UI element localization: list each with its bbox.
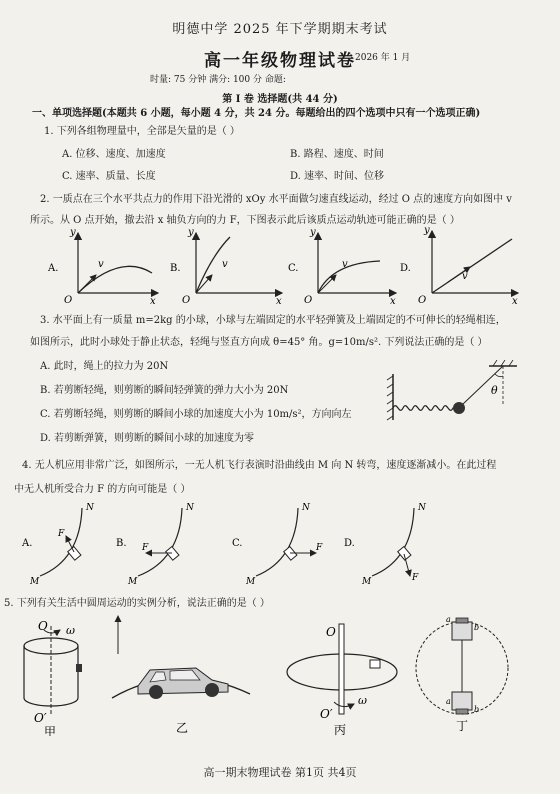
q2-figures <box>0 225 560 305</box>
svg-text:N: N <box>302 503 310 513</box>
svg-text:B.: B. <box>116 538 127 549</box>
q3-option-d: D. 若剪断弹簧，则剪断的瞬间小球的加速度为零 <box>40 433 255 444</box>
svg-text:丙: 丙 <box>334 723 347 736</box>
svg-text:F: F <box>412 573 419 583</box>
q1-option-b: B. 路程、速度、时间 <box>290 149 384 160</box>
svg-text:a: a <box>446 697 451 706</box>
svg-text:x: x <box>276 296 282 305</box>
q4-figure-d <box>344 503 427 586</box>
svg-text:v: v <box>222 259 228 270</box>
svg-text:O: O <box>38 619 48 633</box>
q1-option-c: C. 速率、质量、长度 <box>62 171 156 182</box>
q4-figure-b <box>116 503 195 586</box>
q3-figure <box>385 360 525 430</box>
exam-date: 2026 年 1 月 <box>355 53 411 63</box>
svg-text:y: y <box>188 227 194 238</box>
exam-title: 高一年级物理试卷 <box>204 51 356 71</box>
svg-text:b: b <box>474 705 480 714</box>
svg-text:v: v <box>462 271 468 282</box>
svg-text:O: O <box>304 295 313 305</box>
q4-figure-a <box>21 503 95 586</box>
svg-text:ω: ω <box>66 624 75 637</box>
svg-text:x: x <box>512 296 518 305</box>
q2-line2: 所示。从 O 点开始，撤去沿 x 轴负方向的力 F，下图表示此后该质点运动轨迹可能正确的是（ ） <box>30 215 460 226</box>
svg-text:v: v <box>342 259 348 270</box>
svg-text:丁: 丁 <box>456 719 469 733</box>
svg-text:O: O <box>64 295 73 305</box>
section-heading: 第 I 卷 选择题(共 44 分) <box>222 94 338 105</box>
school-name: 明德中学 2025 年下学期期末考试 <box>172 22 388 37</box>
q4-line2: 中无人机所受合力 F 的方向可能是（ ） <box>14 484 191 495</box>
svg-text:M: M <box>128 577 138 586</box>
q4-line1: 4. 无人机应用非常广泛，如图所示，一无人机飞行表演时沿曲线由 M 向 N 转弯，速度逐渐减小。在此过程 <box>22 460 497 471</box>
svg-text:M: M <box>30 577 40 586</box>
q5-figure-yi <box>112 616 250 735</box>
svg-text:甲: 甲 <box>44 725 57 736</box>
q2-figure-a <box>47 227 158 305</box>
q5-figure-jia <box>24 619 82 736</box>
svg-text:b: b <box>474 623 480 632</box>
svg-text:B.: B. <box>170 263 181 274</box>
svg-text:y: y <box>310 227 316 238</box>
svg-text:ω: ω <box>358 694 367 707</box>
q1-stem: 1. 下列各组物理量中，全部是矢量的是（ ） <box>44 126 240 137</box>
q3-option-a: A. 此时，绳上的拉力为 20N <box>40 361 169 372</box>
svg-text:乙: 乙 <box>176 721 189 735</box>
svg-text:D.: D. <box>344 538 355 549</box>
q3-option-c: C. 若剪断轻绳，则剪断的瞬间小球的加速度大小为 10m/s²，方向向左 <box>40 409 352 420</box>
q5-stem: 5. 下列有关生活中圆周运动的实例分析，说法正确的是（ ） <box>4 598 270 609</box>
q2-line1: 2. 一质点在三个水平共点力的作用下沿光滑的 xOy 水平面做匀速直线运动，经过 O 点的速度方向如图中 v <box>40 194 512 205</box>
svg-text:O′: O′ <box>34 711 47 725</box>
q4-figures <box>0 498 560 586</box>
svg-text:O: O <box>418 295 427 305</box>
svg-text:v: v <box>98 259 104 270</box>
svg-text:O: O <box>182 295 191 305</box>
svg-text:D.: D. <box>400 263 411 274</box>
q5-figure-bing <box>287 624 397 736</box>
svg-text:x: x <box>390 296 396 305</box>
svg-text:O′: O′ <box>320 707 333 721</box>
q1-option-a: A. 位移、速度、加速度 <box>62 149 166 160</box>
exam-meta: 时量: 75 分钟 满分: 100 分 命题: <box>150 75 286 85</box>
q5-figure-ding <box>416 615 508 733</box>
q3-line2: 如图所示，此时小球处于静止状态，轻绳与竖直方向成 θ=45° 角。g=10m/s². 下列说法正确的是（ ） <box>30 337 488 348</box>
svg-text:O: O <box>326 625 336 639</box>
svg-text:x: x <box>150 296 156 305</box>
q4-figure-c <box>232 503 323 586</box>
q3-option-b: B. 若剪断轻绳，则剪断的瞬间轻弹簧的弹力大小为 20N <box>40 385 289 396</box>
q5-figures <box>0 608 560 736</box>
svg-text:C.: C. <box>288 263 299 274</box>
svg-text:F: F <box>58 529 65 539</box>
svg-text:y: y <box>424 225 430 236</box>
svg-text:C.: C. <box>232 538 243 549</box>
q1-option-d: D. 速率、时间、位移 <box>290 171 385 182</box>
svg-text:A.: A. <box>48 263 59 274</box>
svg-text:a: a <box>446 615 451 624</box>
svg-text:F: F <box>316 543 323 553</box>
svg-text:M: M <box>362 577 372 586</box>
instruction-text: 一、单项选择题(本题共 6 小题，每小题 4 分，共 24 分。每题给出的四个选项中只有一个选项正确) <box>32 108 481 119</box>
svg-text:A.: A. <box>22 538 33 549</box>
q3-line1: 3. 水平面上有一质量 m=2kg 的小球，小球与左端固定的水平轻弹簧及上端固定的不可伸长的轻绳相连， <box>40 315 506 326</box>
svg-text:M: M <box>246 577 256 586</box>
q2-figure-c <box>288 227 396 305</box>
page-footer: 高一期末物理试卷 第1页 共4页 <box>203 766 357 779</box>
svg-text:y: y <box>70 227 76 238</box>
q2-figure-b <box>170 227 282 305</box>
svg-text:N: N <box>186 503 194 513</box>
svg-text:F: F <box>142 543 149 553</box>
q2-figure-d <box>400 225 518 305</box>
svg-text:N: N <box>86 503 94 513</box>
svg-text:N: N <box>418 503 426 513</box>
svg-text:θ: θ <box>491 384 498 397</box>
